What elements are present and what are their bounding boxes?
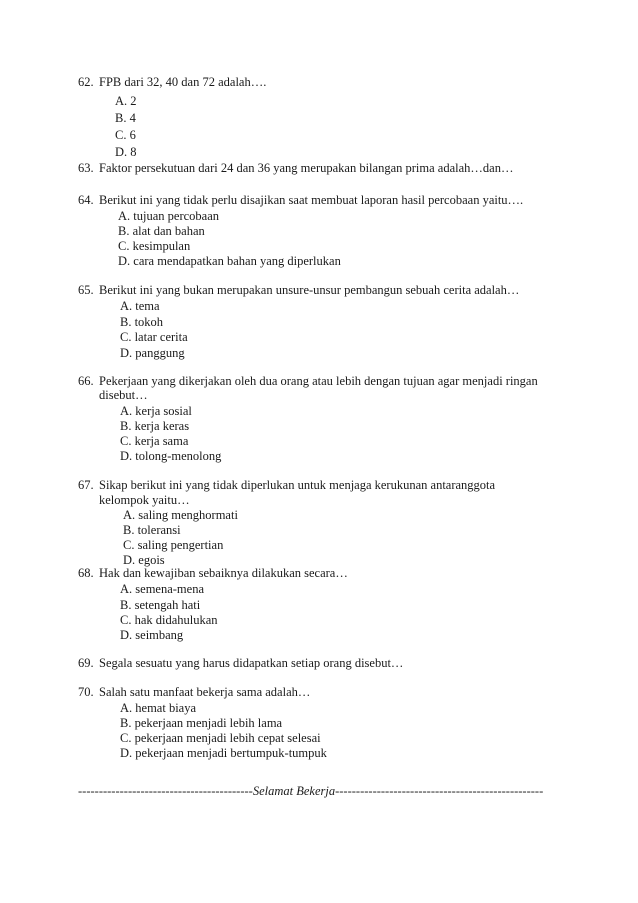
question-66-text-line-1: Pekerjaan yang dikerjakan oleh dua orang atau lebih dengan tujuan agar menjadi ringan [99,374,538,388]
option-65-d: D. panggung [120,346,185,360]
question-66-text-line-2: disebut… [99,388,148,402]
option-65-c: C. latar cerita [120,330,188,344]
question-65-text: Berikut ini yang bukan merupakan unsure-unsur pembangun sebuah cerita adalah… [99,283,520,297]
option-70-c: C. pekerjaan menjadi lebih cepat selesai [120,731,321,745]
question-number-67: 67. [78,478,94,492]
option-67-b: B. toleransi [123,523,181,537]
question-number-63: 63. [78,161,94,175]
question-69-text: Segala sesuatu yang harus didapatkan setiap orang disebut… [99,656,404,670]
option-68-d: D. seimbang [120,628,184,642]
question-63-text: Faktor persekutuan dari 24 dan 36 yang merupakan bilangan prima adalah…dan… [99,161,514,175]
option-66-b: B. kerja keras [120,419,190,433]
option-70-a: A. hemat biaya [120,701,197,715]
option-68-a: A. semena-mena [120,582,204,596]
option-65-b: B. tokoh [120,315,164,329]
footer-text: Selamat Bekerja [252,784,336,798]
question-number-70: 70. [78,685,94,699]
question-67-text-line-2: kelompok yaitu… [99,493,190,507]
question-number-68: 68. [78,566,94,580]
option-62-d: D. 8 [115,145,137,159]
option-62-b: B. 4 [115,111,136,125]
question-68-text: Hak dan kewajiban sebaiknya dilakukan secara… [99,566,348,580]
option-70-d: D. pekerjaan menjadi bertumpuk-tumpuk [120,746,327,760]
footer-line [78,783,560,799]
option-66-a: A. kerja sosial [120,404,192,418]
question-number-69: 69. [78,656,94,670]
question-number-65: 65. [78,283,94,297]
footer-right-dashes: -------------------------------------------------- [335,784,544,798]
question-62-text: FPB dari 32, 40 dan 72 adalah…. [99,75,267,89]
question-64-text: Berikut ini yang tidak perlu disajikan saat membuat laporan hasil percobaan yaitu…. [99,193,524,207]
option-64-b: B. alat dan bahan [118,224,205,238]
footer-left-dashes: ------------------------------------------ [78,784,253,798]
option-64-c: C. kesimpulan [118,239,191,253]
option-64-a: A. tujuan percobaan [118,209,220,223]
question-67-text-line-1: Sikap berikut ini yang tidak diperlukan untuk menjaga kerukunan antaranggota [99,478,496,492]
option-68-b: B. setengah hati [120,598,201,612]
option-67-a: A. saling menghormati [123,508,238,522]
option-67-d: D. egois [123,553,165,567]
option-62-c: C. 6 [115,128,136,142]
option-66-d: D. tolong-menolong [120,449,222,463]
option-68-c: C. hak didahulukan [120,613,218,627]
question-number-64: 64. [78,193,94,207]
question-number-62: 62. [78,75,94,89]
option-64-d: D. cara mendapatkan bahan yang diperlukan [118,254,341,268]
option-67-c: C. saling pengertian [123,538,224,552]
option-62-a: A. 2 [115,94,137,108]
option-66-c: C. kerja sama [120,434,189,448]
option-65-a: A. tema [120,299,160,313]
question-number-66: 66. [78,374,94,388]
option-70-b: B. pekerjaan menjadi lebih lama [120,716,283,730]
question-70-text: Salah satu manfaat bekerja sama adalah… [99,685,311,699]
